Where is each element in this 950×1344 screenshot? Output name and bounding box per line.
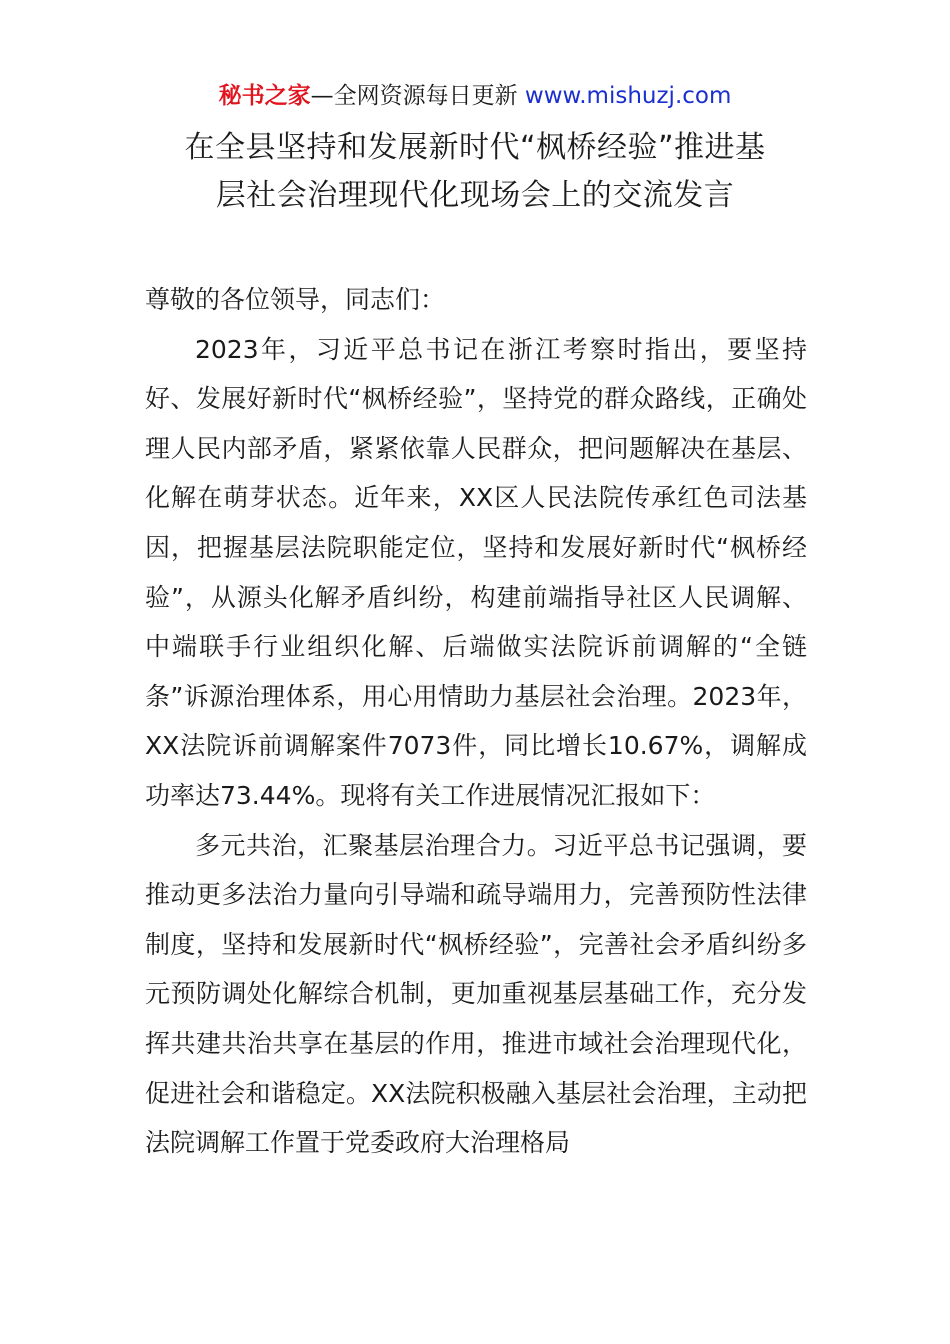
paragraph-1: 2023年，习近平总书记在浙江考察时指出，要坚持好、发展好新时代“枫桥经验”，坚持党的群众路线，正确处理人民内部矛盾，紧紧依靠人民群众，把问题解决在基层、化解在萌芽状态。近年来，XX区人民法院传承红色司法基因，把握基层法院职能定位，坚持和发展好新时代“枫桥经验”，从源头化解矛盾纠纷，构建前端指导社区人民调解、中端联手行业组织化解、后端做实法院诉前调解的“全链条”诉源治理体系，用心用情助力基层社会治理。2023年，XX法院诉前调解案件7073件，同比增长10.67%，调解成功率达73.44%。现将有关工作进展情况汇报如下： — [145, 334, 807, 810]
title-line-2: 层社会治理现代化现场会上的交流发言 — [215, 178, 735, 213]
site-brand: 秘书之家 — [218, 83, 311, 109]
salutation: 尊敬的各位领导，同志们： — [145, 285, 446, 314]
site-url-link[interactable]: www.mishuzj.com — [524, 83, 732, 109]
site-header — [0, 80, 950, 112]
paragraph-2: 多元共治，汇聚基层治理合力。习近平总书记强调，要推动更多法治力量向引导端和疏导端用力，完善预防性法律制度，坚持和发展新时代“枫桥经验”，完善社会矛盾纠纷多元预防调处化解综合机制，更加重视基层基础工作，充分发挥共建共治共享在基层的作用，推进市域社会治理现代化，促进社会和谐稳定。XX法院积极融入基层社会治理，主动把法院调解工作置于党委政府大治理格局 — [145, 830, 807, 1158]
document-body — [145, 275, 807, 1168]
document-title — [140, 124, 810, 220]
site-tagline: —全网资源每日更新 — [310, 83, 518, 109]
title-line-1: 在全县坚持和发展新时代“枫桥经验”推进基 — [184, 130, 766, 165]
